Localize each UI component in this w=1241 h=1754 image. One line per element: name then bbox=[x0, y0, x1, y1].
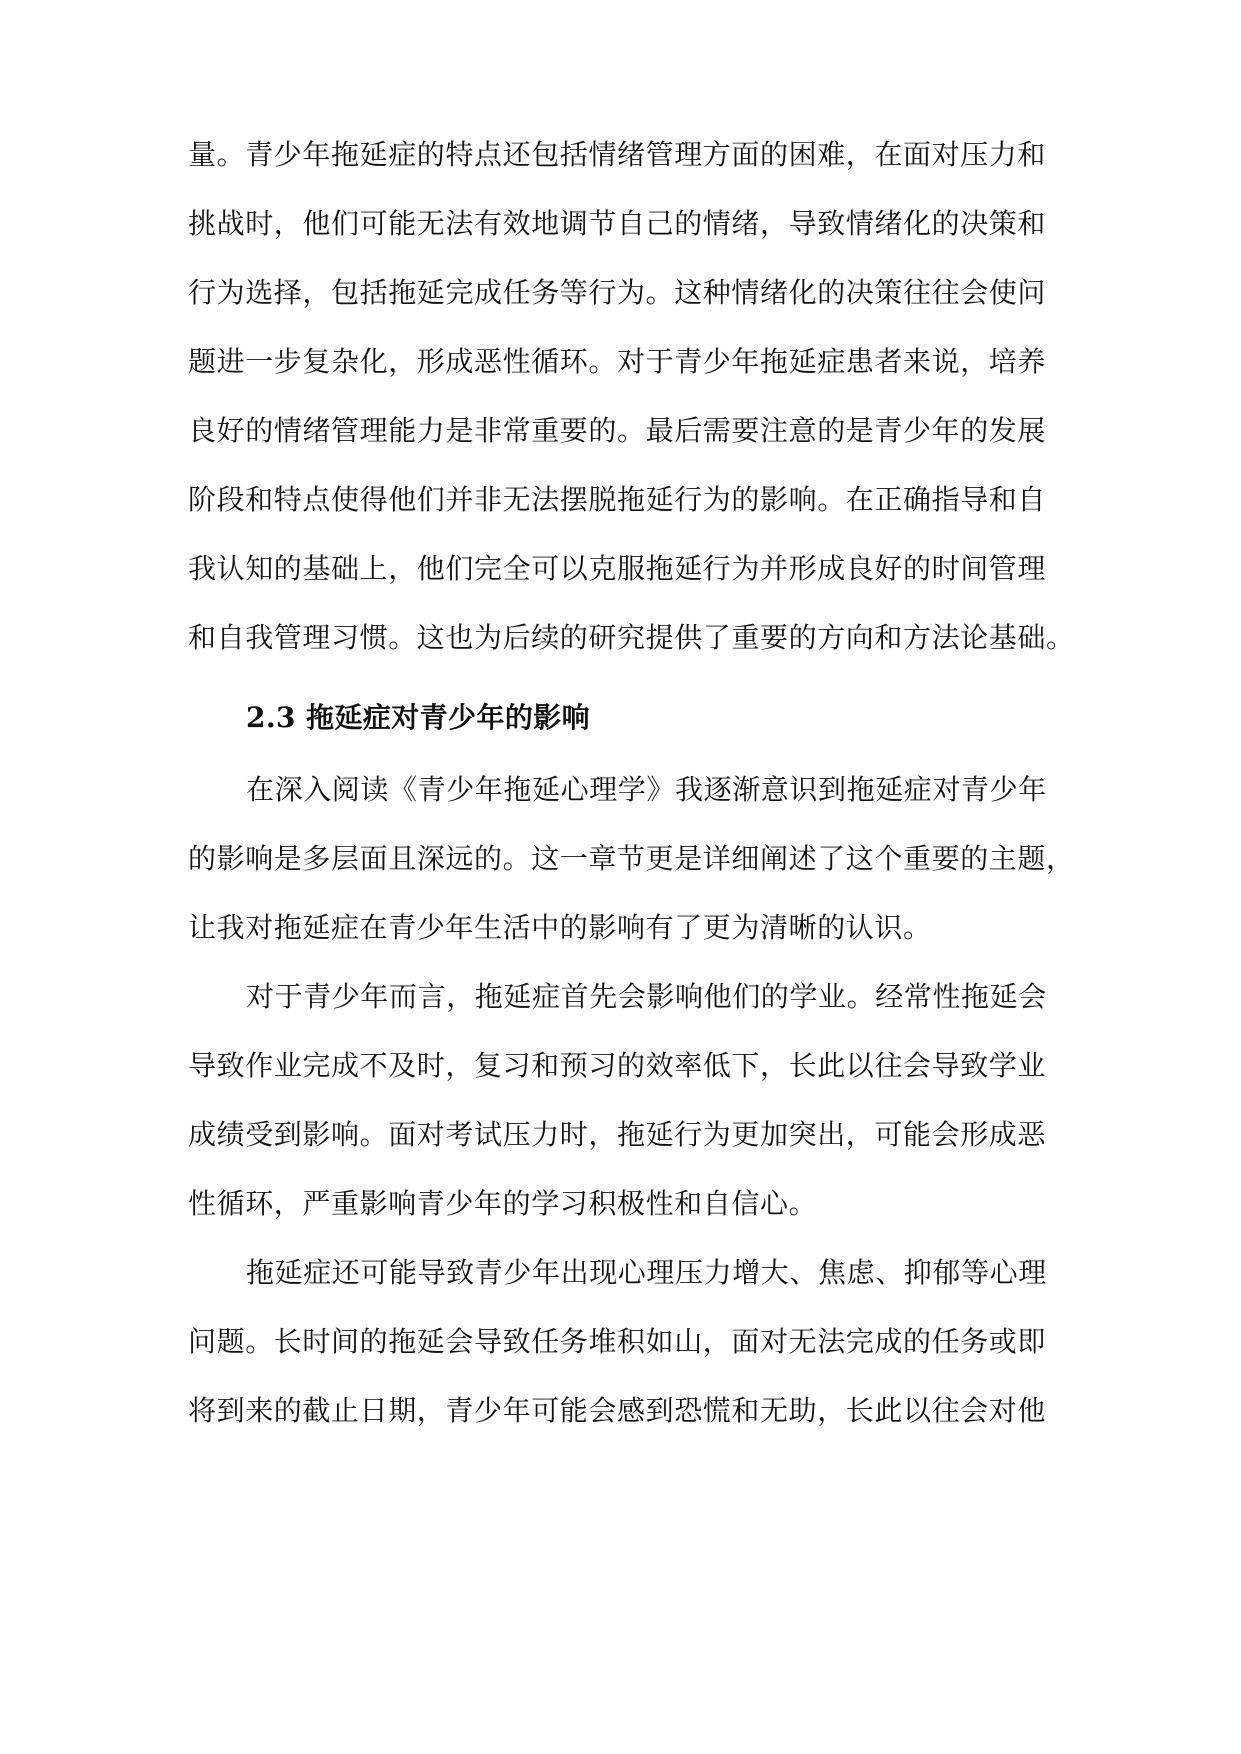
text-line: 在深入阅读《青少年拖延心理学》我逐渐意识到拖延症对青少年 bbox=[246, 773, 1047, 806]
text-line: 成绩受到影响。面对考试压力时，拖延行为更加突出，可能会形成恶 bbox=[188, 1118, 1047, 1151]
text-line: 将到来的截止日期，青少年可能会感到恐慌和无助，长此以往会对他 bbox=[188, 1394, 1047, 1427]
text-line: 挑战时，他们可能无法有效地调节自己的情绪，导致情绪化的决策和 bbox=[188, 207, 1047, 240]
text-line: 和自我管理习惯。这也为后续的研究提供了重要的方向和方法论基础。 bbox=[188, 621, 1075, 654]
text-line: 导致作业完成不及时，复习和预习的效率低下，长此以往会导致学业 bbox=[188, 1049, 1047, 1082]
text-line: 性循环，严重影响青少年的学习积极性和自信心。 bbox=[188, 1187, 818, 1220]
text-line: 的影响是多层面且深远的。这一章节更是详细阐述了这个重要的主题， bbox=[188, 842, 1075, 875]
text-line: 良好的情绪管理能力是非常重要的。最后需要注意的是青少年的发展 bbox=[188, 414, 1047, 447]
text-line: 拖延症还可能导致青少年出现心理压力增大、焦虑、抑郁等心理 bbox=[246, 1256, 1047, 1289]
text-line: 让我对拖延症在青少年生活中的影响有了更为清晰的认识。 bbox=[188, 911, 932, 944]
section-heading: 2.3 拖延症对青少年的影响 bbox=[246, 701, 591, 734]
text-line: 阶段和特点使得他们并非无法摆脱拖延行为的影响。在正确指导和自 bbox=[188, 483, 1047, 516]
text-line: 问题。长时间的拖延会导致任务堆积如山，面对无法完成的任务或即 bbox=[188, 1325, 1047, 1358]
text-line: 对于青少年而言，拖延症首先会影响他们的学业。经常性拖延会 bbox=[246, 980, 1047, 1013]
text-line: 题进一步复杂化，形成恶性循环。对于青少年拖延症患者来说，培养 bbox=[188, 345, 1047, 378]
text-line: 量。青少年拖延症的特点还包括情绪管理方面的困难，在面对压力和 bbox=[188, 138, 1047, 171]
text-line: 我认知的基础上，他们完全可以克服拖延行为并形成良好的时间管理 bbox=[188, 552, 1047, 585]
text-line: 行为选择，包括拖延完成任务等行为。这种情绪化的决策往往会使问 bbox=[188, 276, 1047, 309]
